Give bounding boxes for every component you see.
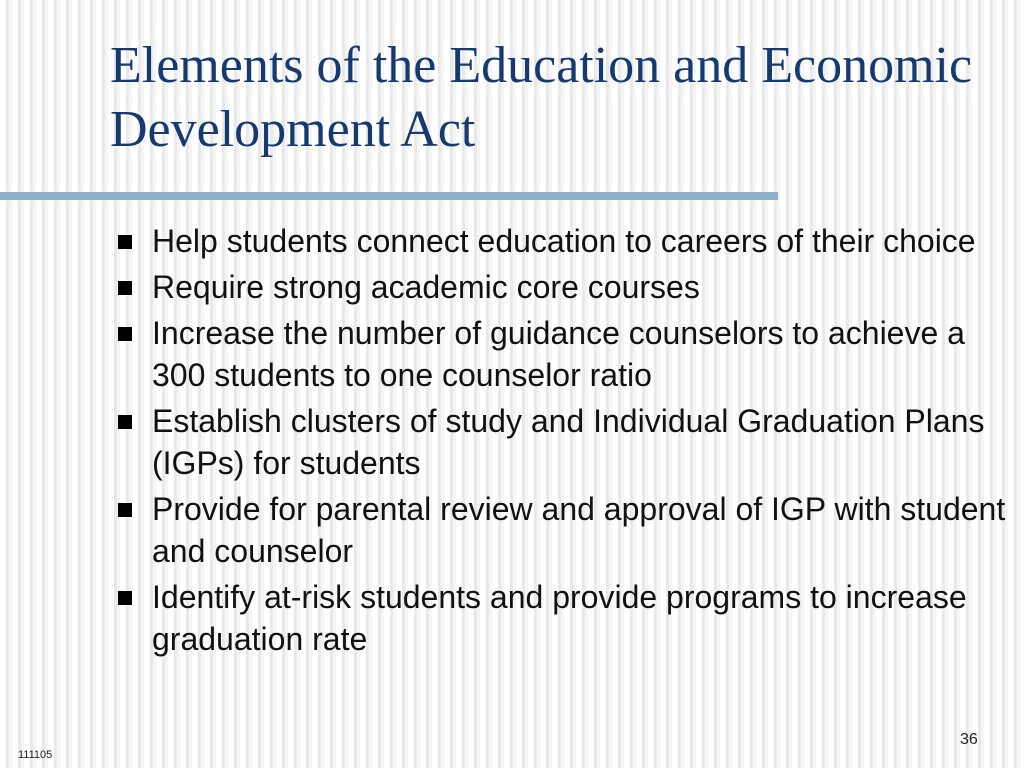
square-bullet-icon: [118, 415, 132, 429]
title-divider: [0, 192, 778, 200]
bullet-item: [116, 266, 1011, 308]
square-bullet-icon: [118, 591, 132, 605]
bullet-text: Increase the number of guidance counselors to achieve a 300 students to one counselor ratio: [152, 315, 965, 393]
footer-code: 111105: [18, 749, 53, 761]
square-bullet-icon: [118, 503, 132, 517]
bullet-item: [116, 488, 1011, 572]
bullet-text: Require strong academic core courses: [152, 269, 700, 305]
bullet-item: [116, 220, 1011, 262]
bullet-text: Identify at-risk students and provide programs to increase graduation rate: [152, 579, 967, 657]
square-bullet-icon: [118, 327, 132, 341]
square-bullet-icon: [118, 235, 132, 249]
bullet-item: [116, 576, 1011, 660]
bullet-item: [116, 400, 1011, 484]
page-number: 36: [960, 731, 978, 748]
bullet-text: Provide for parental review and approval of IGP with student and counselor: [152, 491, 1006, 569]
bullet-text: Help students connect education to careers of their choice: [152, 223, 976, 259]
bullet-text: Establish clusters of study and Individual Graduation Plans (IGPs) for students: [152, 403, 985, 481]
square-bullet-icon: [118, 281, 132, 295]
bullet-list: [116, 220, 1011, 664]
bullet-item: [116, 312, 1011, 396]
slide-title: Elements of the Education and Economic Development Act: [110, 37, 973, 158]
